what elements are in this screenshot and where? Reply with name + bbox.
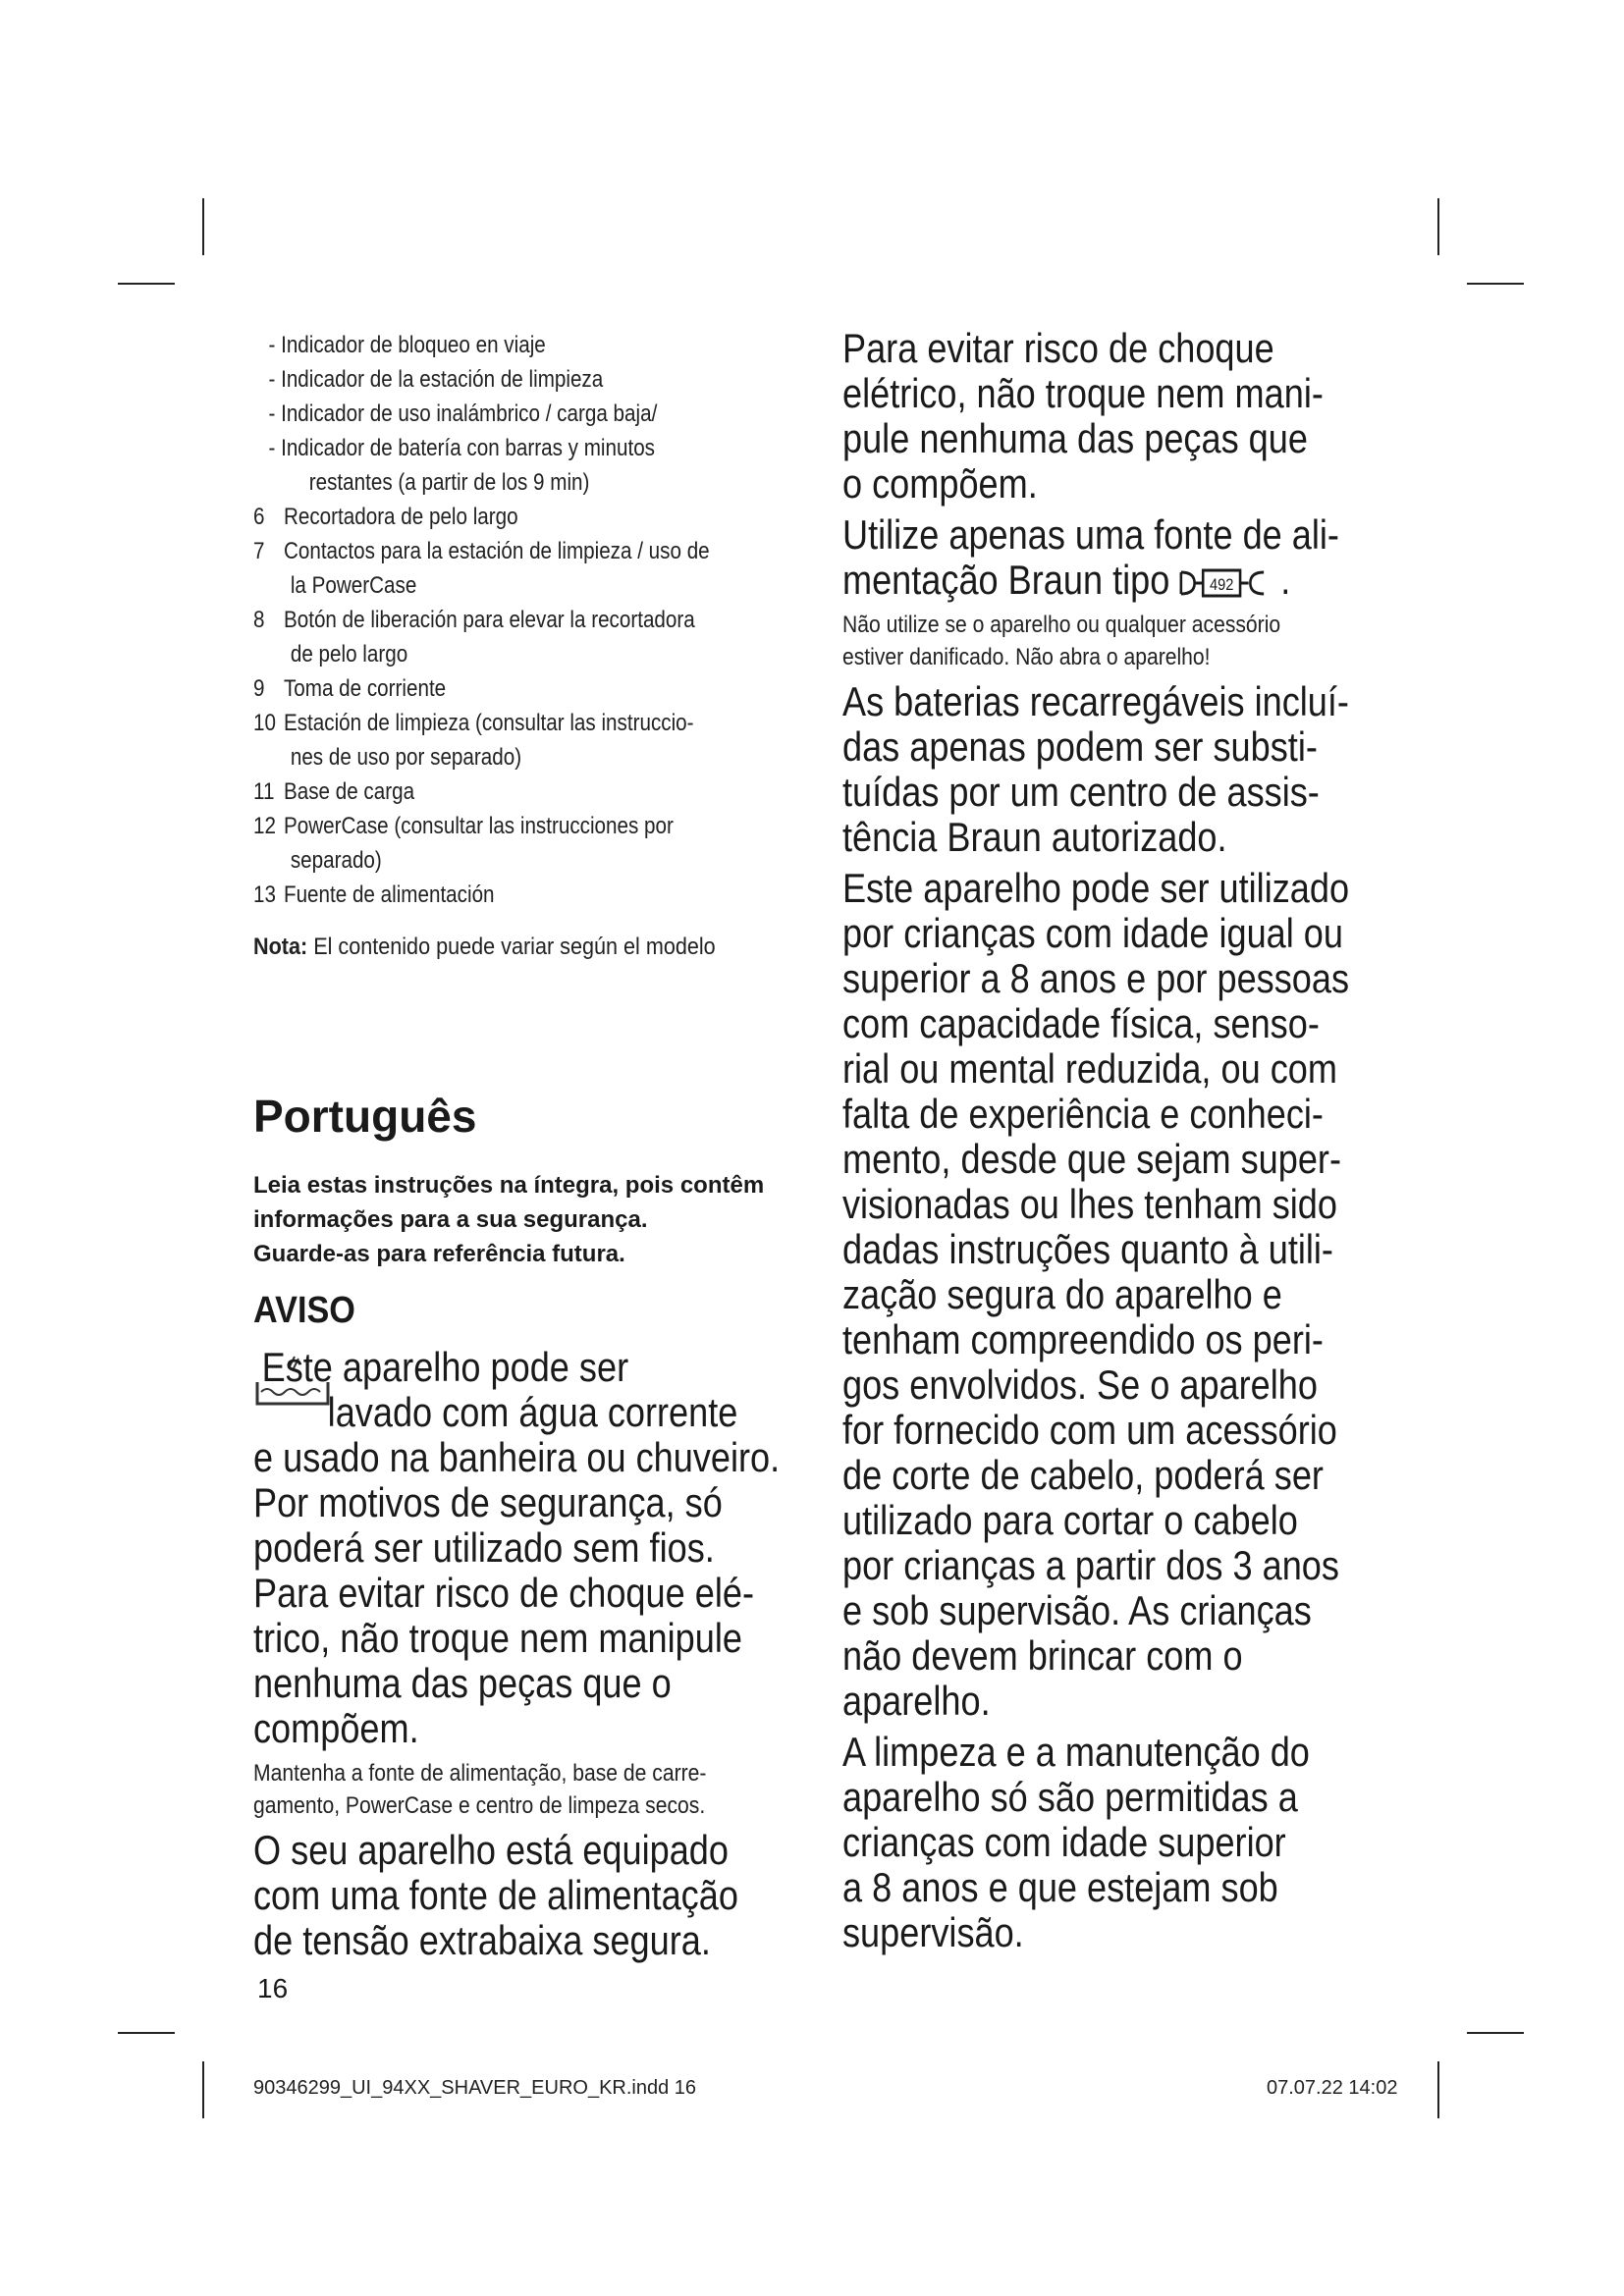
text-line: por crianças a partir dos 3 anos xyxy=(842,1542,1339,1588)
list-item-continuation: nes de uso por separado) xyxy=(290,744,522,771)
list-item xyxy=(253,878,727,912)
text-line: gamento, PowerCase e centro de limpeza secos. xyxy=(253,1792,706,1819)
text-fragment: . xyxy=(1280,557,1291,603)
intro-line: informações para a sua segurança. xyxy=(253,1206,648,1233)
text-line: visionadas ou lhes tenham sido xyxy=(842,1181,1337,1227)
text-line: nenhuma das peças que o xyxy=(253,1660,672,1706)
list-item-continuation: de pelo largo xyxy=(290,641,408,667)
text-line: aparelho. xyxy=(842,1678,991,1724)
list-item-continuation: la PowerCase xyxy=(290,572,417,599)
text-line: O seu aparelho está equipado xyxy=(253,1827,729,1873)
item-number: 7 xyxy=(253,538,265,564)
item-number: 13 xyxy=(253,881,276,908)
page-number: 16 xyxy=(257,1973,289,2003)
warning-paragraph xyxy=(842,325,1324,507)
text-line: tuídas por um centro de assis- xyxy=(842,769,1320,815)
text-line: Mantenha a fonte de alimentação, base de carre- xyxy=(253,1760,707,1787)
crop-mark xyxy=(202,2061,204,2118)
text-line: das apenas podem ser substi- xyxy=(842,723,1318,770)
item-text: Contactos para la estación de limpieza / uso de xyxy=(283,538,710,564)
warning-paragraph xyxy=(842,865,1350,1724)
warning-heading: AVISO xyxy=(253,1290,355,1331)
text-line: aparelho só são permitidas a xyxy=(842,1774,1298,1820)
list-item xyxy=(253,809,727,843)
crop-mark xyxy=(1467,2032,1524,2034)
text-line: supervisão. xyxy=(842,1909,1024,1955)
text-line: falta de experiência e conheci- xyxy=(842,1091,1324,1137)
crop-mark xyxy=(1467,283,1524,285)
list-item xyxy=(253,603,727,637)
text-line: crianças com idade superior xyxy=(842,1819,1286,1865)
crop-mark xyxy=(1437,198,1439,255)
list-item: - Indicador de batería con barras y minutos xyxy=(268,435,655,461)
print-slug-date: 07.07.22 14:02 xyxy=(1267,2077,1398,2099)
text-line: superior a 8 anos e por pessoas xyxy=(842,955,1350,1001)
list-item xyxy=(253,671,727,706)
spanish-component-list xyxy=(253,328,803,961)
crop-mark xyxy=(202,198,204,255)
small-paragraph xyxy=(842,609,1326,673)
text-line: compõem. xyxy=(253,1705,419,1751)
intro-paragraph xyxy=(253,1168,764,1271)
text-line: e usado na banheira ou chuveiro. xyxy=(253,1434,781,1480)
item-text: Base de carga xyxy=(283,778,415,805)
list-item: - Indicador de la estación de limpieza xyxy=(268,366,604,393)
text-line: estiver danificado. Não abra o aparelho! xyxy=(842,644,1211,670)
text-fragment: mentação Braun tipo xyxy=(842,557,1170,603)
text-line: Utilize apenas uma fonte de ali- xyxy=(842,511,1339,558)
note xyxy=(253,934,748,961)
text-line: Este aparelho pode ser utilizado xyxy=(842,865,1350,911)
list-item xyxy=(253,706,727,740)
text-line: não devem brincar com o xyxy=(842,1632,1243,1679)
print-slug-file: 90346299_UI_94XX_SHAVER_EURO_KR.indd 16 xyxy=(253,2077,697,2099)
text-line: pule nenhuma das peças que xyxy=(842,415,1308,461)
text-line: com uma fonte de alimentação xyxy=(253,1872,738,1918)
text-line: de tensão extrabaixa segura. xyxy=(253,1917,711,1963)
note-label: Nota: xyxy=(253,934,308,960)
item-text: Toma de corriente xyxy=(283,675,447,702)
text-line: Não utilize se o aparelho ou qualquer acessório xyxy=(842,612,1281,638)
text-line: As baterias recarregáveis incluí- xyxy=(842,678,1349,724)
item-text: Recortadora de pelo largo xyxy=(283,504,518,530)
left-body-text xyxy=(253,1345,803,1969)
warning-paragraph xyxy=(842,678,1349,860)
item-number: 11 xyxy=(253,778,275,805)
list-item-continuation: restantes (a partir de los 9 min) xyxy=(308,469,590,496)
warning-paragraph xyxy=(842,511,1339,603)
text-line: e sob supervisão. As crianças xyxy=(842,1587,1312,1633)
list-item: - Indicador de bloqueo en viaje xyxy=(268,332,546,358)
text-line xyxy=(842,558,1316,603)
text-line: tenham compreendido os peri- xyxy=(842,1316,1324,1362)
text-line: com capacidade física, senso- xyxy=(842,1000,1320,1046)
text-line: zação segura do aparelho e xyxy=(842,1271,1282,1317)
text-line: por crianças com idade igual ou xyxy=(842,910,1343,956)
text-line: trico, não troque nem manipule xyxy=(253,1615,742,1661)
text-line: o compõem. xyxy=(842,460,1038,507)
intro-line: Guarde-as para referência futura. xyxy=(253,1241,625,1267)
crop-mark xyxy=(1437,2061,1439,2118)
list-item xyxy=(253,500,727,534)
item-number: 9 xyxy=(253,675,265,702)
text-line: lavado com água corrente xyxy=(327,1389,738,1435)
item-number: 12 xyxy=(253,813,276,839)
warning-paragraph xyxy=(253,1827,738,1963)
item-number: 10 xyxy=(253,710,276,736)
list-item xyxy=(253,774,727,809)
text-line: utilizado para cortar o cabelo xyxy=(842,1497,1298,1543)
text-line: mento, desde que sejam super- xyxy=(842,1136,1341,1182)
text-line: Para evitar risco de choque xyxy=(842,325,1274,371)
text-line: A limpeza e a manutenção do xyxy=(842,1729,1310,1775)
note-text: El contenido puede variar según el modelo xyxy=(313,934,716,960)
text-line: tência Braun autorizado. xyxy=(842,814,1227,860)
right-body-text xyxy=(842,326,1392,1961)
text-line: dadas instruções quanto à utili- xyxy=(842,1226,1333,1272)
list-item: - Indicador de uso inalámbrico / carga baja/ xyxy=(268,400,658,427)
item-number: 8 xyxy=(253,607,265,633)
text-line: for fornecido com um acessório xyxy=(842,1407,1337,1453)
crop-mark xyxy=(118,2032,175,2034)
intro-line: Leia estas instruções na íntegra, pois contêm xyxy=(253,1172,765,1199)
power-connector-symbol-icon xyxy=(1179,566,1271,600)
crop-mark xyxy=(118,283,175,285)
small-paragraph xyxy=(253,1757,737,1822)
warning-paragraph xyxy=(842,1730,1316,1955)
warning-paragraph xyxy=(253,1344,781,1751)
item-text: Estación de limpieza (consultar las instruccio- xyxy=(283,710,694,736)
text-line: Este aparelho pode ser xyxy=(261,1344,629,1390)
text-line: Para evitar risco de choque elé- xyxy=(253,1570,754,1616)
connector-code: 492 xyxy=(1210,575,1234,595)
list-item xyxy=(253,534,727,568)
list-item-continuation: separado) xyxy=(290,847,382,874)
text-line: Por motivos de segurança, só xyxy=(253,1479,723,1525)
text-line: poderá ser utilizado sem fios. xyxy=(253,1524,715,1571)
item-text: PowerCase (consultar las instrucciones por xyxy=(283,813,674,839)
text-line: elétrico, não troque nem mani- xyxy=(842,370,1324,416)
text-line: a 8 anos e que estejam sob xyxy=(842,1864,1278,1910)
item-number: 6 xyxy=(253,504,265,530)
item-text: Fuente de alimentación xyxy=(283,881,495,908)
section-title: Português xyxy=(253,1091,477,1142)
text-line: gos envolvidos. Se o aparelho xyxy=(842,1362,1318,1408)
item-text: Botón de liberación para elevar la recortadora xyxy=(283,607,695,633)
text-line: rial ou mental reduzida, ou com xyxy=(842,1045,1337,1092)
text-line: de corte de cabelo, poderá ser xyxy=(842,1452,1324,1498)
